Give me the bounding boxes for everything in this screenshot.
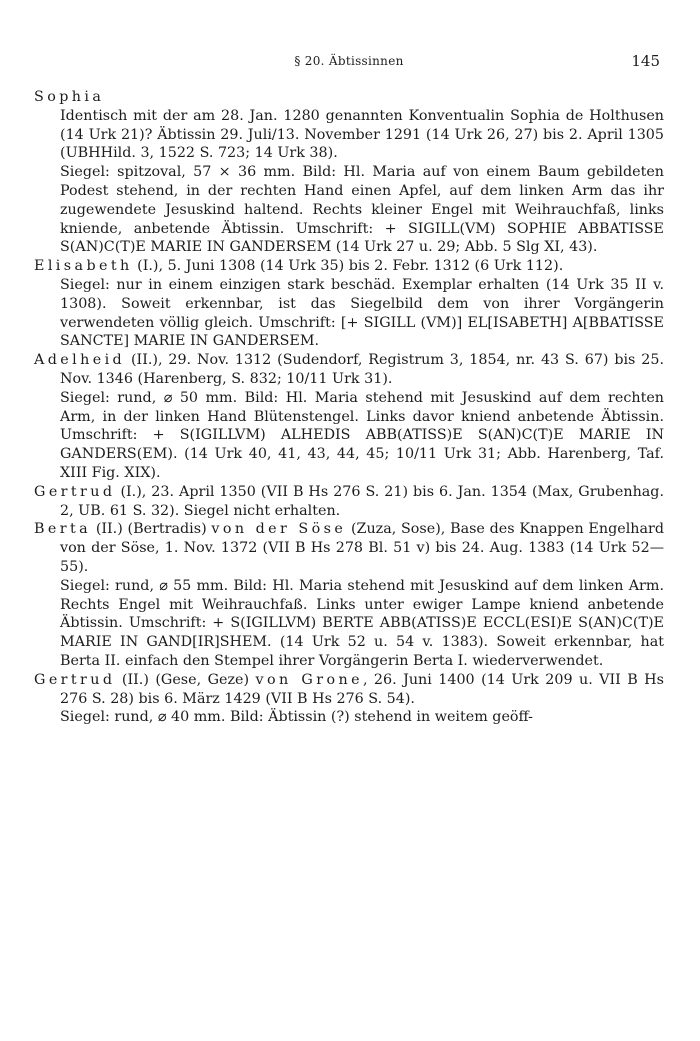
seal-description: Siegel: spitzoval, 57 × 36 mm. Bild: Hl. Maria auf von einem Baum gebildeten Podest stehend, in der rechten Hand einen Apfel, auf dem linken Arm das ihr zugewendete Jesuskind haltend. Rechts kleiner Engel mit Weihrauchfaß, links kniende, anbetende Äbtissin. Umschrift: + SIGILL(VM) SOPHIE ABBATISSE S(AN)C(T)E MARIE IN GANDERSEM (14 Urk 27 u. 29; Abb. 5 Slg XI, 43). <box>60 164 664 256</box>
abbess-name: Elisabeth <box>34 258 133 275</box>
abbess-name: Gertrud <box>34 671 116 688</box>
abbess-name: Sophia <box>34 89 105 105</box>
section-title: § 20. Äbtissinnen <box>294 54 404 68</box>
abbess-name: Gertrud <box>34 483 116 500</box>
entry-heading: Berta (II.) (Bertradis) von der Söse (Zuza, Sose), Base des Knappen Engelhard von der Söse, 1. Nov. 1372 (VII B Hs 278 Bl. 51 v) bis 24. Aug. 1383 (14 Urk 52—55). <box>34 521 664 575</box>
entry-heading: Adelheid (II.), 29. Nov. 1312 (Sudendorf, Registrum 3, 1854, nr. 43 S. 67) bis 25. Nov. 1346 (Harenberg, S. 832; 10/11 Urk 31). <box>34 352 664 387</box>
entry-paragraph: Identisch mit der am 28. Jan. 1280 genannten Konventualin Sophia de Holthusen (14 Urk 21)? Äbtissin 29. Juli/13. November 1291 (14 Urk 26, 27) bis 2. April 1305 (UBHHild. 3, 1522 S. 723; 14 Urk 38). <box>60 107 664 162</box>
abbess-name: Berta <box>34 521 92 538</box>
entry-gertrud-i <box>34 483 664 521</box>
page-number: 145 <box>631 52 660 70</box>
entry-heading: Gertrud (II.) (Gese, Geze) von Grone, 26. Juni 1400 (14 Urk 209 u. VII B Hs 276 S. 28) bis 6. März 1429 (VII B Hs 276 S. 54). <box>34 671 664 707</box>
entry-heading: Gertrud (I.), 23. April 1350 (VII B Hs 276 S. 21) bis 6. Jan. 1354 (Max, Grubenhag. 2, UB. 61 S. 32). Siegel nicht erhalten. <box>34 483 664 519</box>
entry-sophia <box>34 88 664 257</box>
entry-adelheid <box>34 351 664 483</box>
entry-elisabeth <box>34 257 664 351</box>
entry-gertrud-ii <box>34 671 664 727</box>
entry-heading: Elisabeth (I.), 5. Juni 1308 (14 Urk 35) bis 2. Febr. 1312 (6 Urk 112). <box>34 258 564 275</box>
family-name: von der Söse <box>211 521 347 538</box>
seal-description: Siegel: rund, ⌀ 50 mm. Bild: Hl. Maria stehend mit Jesuskind auf dem rechten Arm, in der linken Hand Blütenstengel. Links davor kniend anbetende Äbtissin. Umschrift: + S(IGILLVM) ALHEDIS ABB(ATISS)E S(AN)C(T)E MARIE IN GANDERS(EM). (14 Urk 40, 41, 43, 44, 45; 10/11 Urk 31; Abb. Harenberg, Taf. XIII Fig. XIX). <box>60 389 664 481</box>
entry-heading <box>34 88 664 107</box>
entry-berta-ii <box>34 520 664 670</box>
body-text <box>34 88 664 727</box>
running-head <box>34 52 664 72</box>
family-name: von Grone <box>255 671 363 688</box>
seal-description: Siegel: rund, ⌀ 55 mm. Bild: Hl. Maria stehend mit Jesuskind auf dem linken Arm. Rechts Engel mit Weihrauchfaß. Links unter ewiger Lampe kniend anbetende Äbtissin. Umschrift: + S(IGILLVM) BERTE ABB(ATISS)E ECCL(ESI)E S(AN)C(T)E MARIE IN GAND[IR]SHEM. (14 Urk 52 u. 54 v. 1383). Soweit erkennbar, hat Berta II. einfach den Stempel ihrer Vorgängerin Berta I. wiederverwendet. <box>60 577 664 669</box>
seal-description: Siegel: nur in einem einzigen stark beschäd. Exemplar erhalten (14 Urk 35 II v. 1308). Soweit erkennbar, ist das Siegelbild dem von ihrer Vorgängerin verwendeten völlig gleich. Umschrift: [+ SIGILL (VM)] EL[ISABETH] A[BBATISSE SANCTE] MARIE IN GANDERSEM. <box>60 276 664 350</box>
abbess-name: Adelheid <box>34 352 126 369</box>
seal-description: Siegel: rund, ⌀ 40 mm. Bild: Äbtissin (?) stehend in weitem geöff- <box>60 709 533 726</box>
